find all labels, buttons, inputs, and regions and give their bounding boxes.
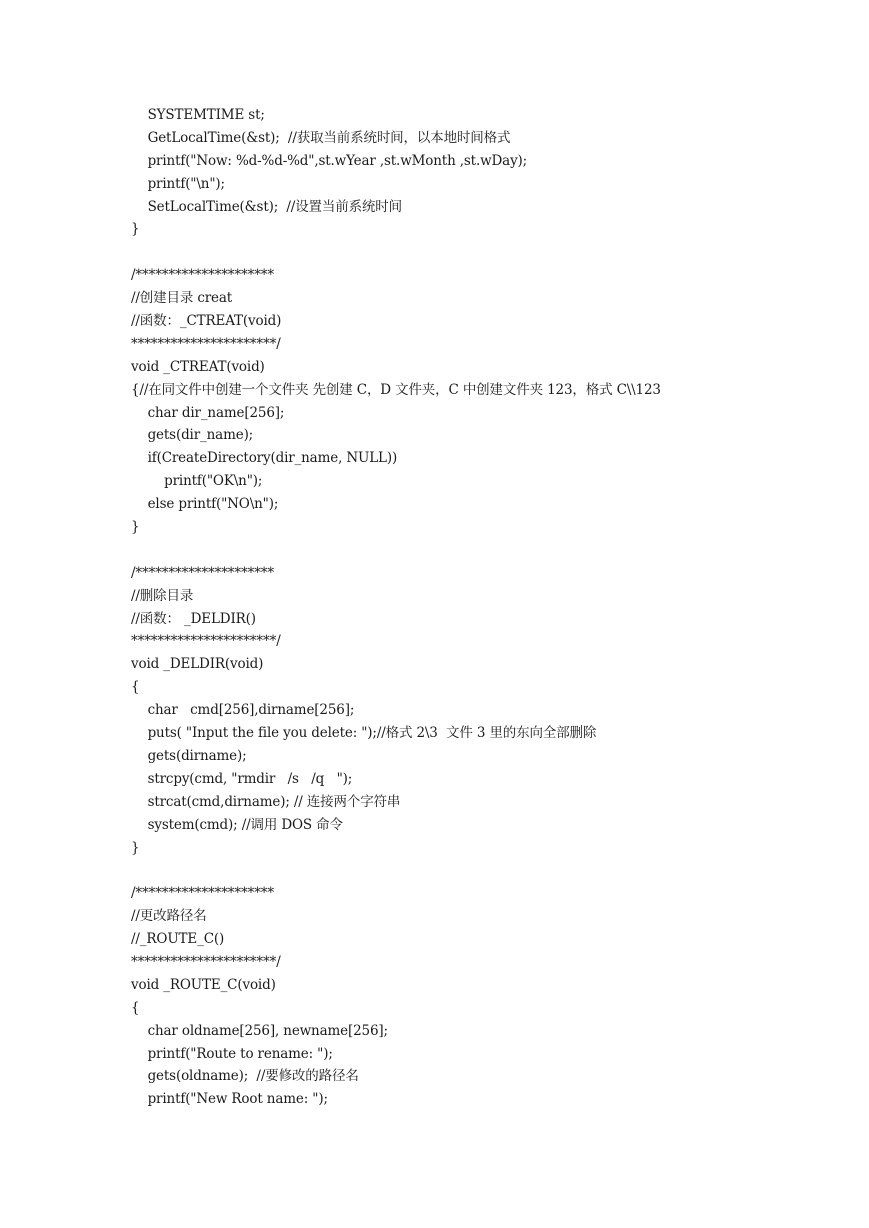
code-line: if(CreateDirectory(dir_name, NULL)) [131, 450, 398, 467]
code-line: printf("Route to rename: "); [131, 1045, 333, 1062]
code-line: { [131, 999, 140, 1016]
code-line: char cmd[256],dirname[256]; [131, 702, 355, 719]
code-line: printf("Now: %d-%d-%d",st.wYear ,st.wMonth ,st.wDay); [131, 152, 528, 169]
code-line: void _DELDIR(void) [131, 656, 264, 673]
code-line: //函数：_CTREAT(void) [131, 313, 282, 330]
code-line: /********************* [131, 564, 274, 581]
code-line: void _CTREAT(void) [131, 358, 265, 375]
code-line: **********************/ [131, 953, 281, 970]
code-line: //函数： _DELDIR() [131, 610, 256, 627]
code-line [131, 539, 661, 562]
code-line: else printf("NO\n"); [131, 496, 279, 513]
code-line: char dir_name[256]; [131, 404, 285, 421]
code-line: gets(oldname); //要修改的路径名 [131, 1068, 359, 1085]
code-line: printf("\n"); [131, 175, 225, 192]
code-line: gets(dirname); [131, 747, 247, 764]
code-line: strcat(cmd,dirname); // 连接两个字符串 [131, 793, 401, 810]
code-line: //删除目录 [131, 587, 194, 604]
code-line: //更改路径名 [131, 908, 207, 925]
code-line: /********************* [131, 267, 274, 284]
code-line: { [131, 679, 140, 696]
code-line: **********************/ [131, 335, 281, 352]
code-line: void _ROUTE_C(void) [131, 976, 276, 993]
code-listing [131, 104, 661, 1111]
code-line: } [131, 519, 140, 536]
code-line: //创建目录 creat [131, 290, 233, 307]
code-line: SYSTEMTIME st; [131, 107, 265, 123]
code-line: /********************* [131, 885, 274, 902]
code-line: //_ROUTE_C() [131, 931, 225, 948]
code-line: printf("New Root name: "); [131, 1091, 328, 1108]
code-line: **********************/ [131, 633, 281, 650]
code-line [131, 241, 661, 264]
code-line: gets(dir_name); [131, 427, 254, 444]
code-line [131, 859, 661, 882]
code-line: printf("OK\n"); [131, 473, 263, 490]
code-line: strcpy(cmd, "rmdir /s /q "); [131, 770, 353, 787]
code-line: } [131, 839, 140, 856]
code-line: GetLocalTime(&st); //获取当前系统时间，以本地时间格式 [131, 129, 511, 146]
code-line: system(cmd); //调用 DOS 命令 [131, 816, 343, 833]
code-line: {//在同文件中创建一个文件夹 先创建 C，D 文件夹，C 中创建文件夹 123，格式 C\\123 [131, 381, 661, 398]
code-line: puts( "Input the file you delete: ");//格式 2\3 文件 3 里的东向全部删除 [131, 725, 597, 742]
code-line: char oldname[256], newname[256]; [131, 1022, 388, 1039]
code-line: } [131, 221, 140, 238]
code-line: SetLocalTime(&st); //设置当前系统时间 [131, 198, 402, 215]
